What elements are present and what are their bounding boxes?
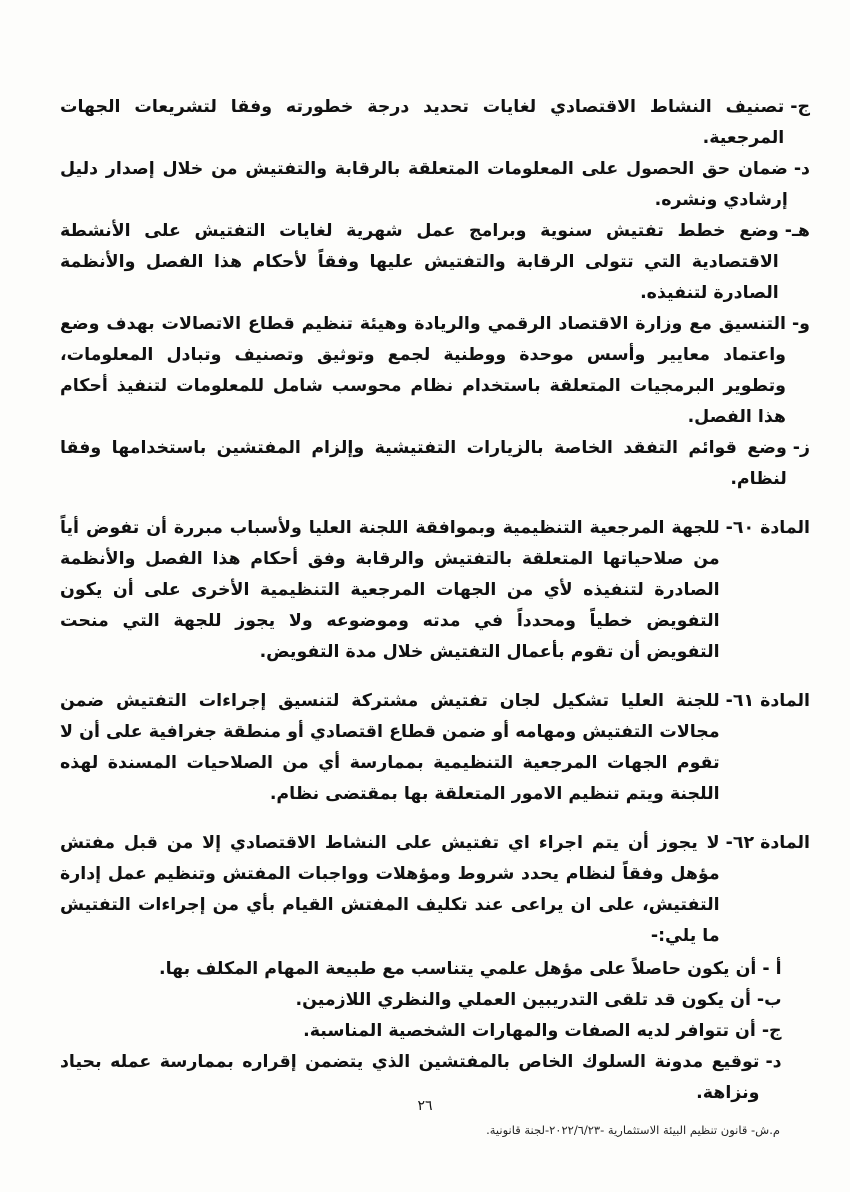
item-label: ج- xyxy=(790,97,810,117)
article-label: المادة ٦٢- xyxy=(725,833,810,853)
list-item xyxy=(60,433,810,495)
items-list-top xyxy=(60,92,810,495)
article-text: للجنة العليا تشكيل لجان تفتيش مشتركة لتنسيق إجراءات التفتيش ضمن مجالات التفتيش ومهامه أو ضمن قطاع اقتصادي أو منطقة جغرافية على أن لا تقوم الجهات المرجعية التنظيمية بممارسة أي من الصلاحيات المسندة لهذه اللجنة ويتم تنظيم الامور المتعلقة بها بمقتضى نظام. xyxy=(60,691,720,804)
list-item xyxy=(60,154,810,216)
page-footer: م.ش- قانون تنظيم البيئة الاستثمارية -٢٠٢٢/٦/٢٣-لجنة قانونية. xyxy=(486,1123,780,1137)
list-item xyxy=(60,985,782,1016)
item-label: أ - xyxy=(762,959,782,979)
item-label: ج- xyxy=(761,1021,782,1041)
item-text: أن يكون حاصلاً على مؤهل علمي يتناسب مع طبيعة المهام المكلف بها. xyxy=(158,959,757,979)
list-item xyxy=(60,309,810,433)
document-body xyxy=(60,92,810,1109)
item-text: توقيع مدونة السلوك الخاص بالمفتشين الذي يتضمن إقراره بممارسة عمله بحياد ونزاهة. xyxy=(60,1052,760,1103)
article-label: المادة ٦١- xyxy=(725,691,810,711)
article-text: للجهة المرجعية التنظيمية وبموافقة اللجنة العليا ولأسباب مبررة أن تفوض أياً من صلاحياتها المتعلقة بالتفتيش والرقابة وفق أحكام هذا الفصل والأنظمة الصادرة لتنفيذه لأي من الجهات المرجعية التنظيمية الأخرى على أن يكون التفويض خطياً ومحدداً في مدته وموضوعه ولا يجوز للجهة التي منحت التفويض أن تقوم بأعمال التفتيش خلال مدة التفويض. xyxy=(60,518,720,662)
page-number: ٢٦ xyxy=(417,1098,433,1114)
item-label: د- xyxy=(765,1052,782,1072)
list-item xyxy=(60,1016,782,1047)
item-text: وضع قوائم التفقد الخاصة بالزيارات التفتيشية وإلزام المفتشين باستخدامها وفقا لنظام. xyxy=(60,438,787,489)
item-label: د- xyxy=(793,159,810,179)
item-label: و- xyxy=(791,314,810,334)
article-label: المادة ٦٠- xyxy=(725,518,810,538)
article-61 xyxy=(60,686,810,810)
item-text: تصنيف النشاط الاقتصادي لغايات تحديد درجة خطورته وفقا لتشريعات الجهات المرجعية. xyxy=(60,97,785,148)
list-item xyxy=(60,216,810,309)
items-list-bottom xyxy=(60,954,782,1109)
item-text: وضع خطط تفتيش سنوية وبرامج عمل شهرية لغايات التفتيش على الأنشطة الاقتصادية التي تتولى الرقابة والتفتيش عليها وفقاً لأحكام هذا الفصل والأنظمة الصادرة لتنفيذه. xyxy=(60,221,779,303)
item-text: التنسيق مع وزارة الاقتصاد الرقمي والريادة وهيئة تنظيم قطاع الاتصالات بهدف وضع واعتماد معايير وأسس موحدة ووطنية لجمع وتوثيق وتصنيف وتبادل المعلومات، وتطوير البرمجيات المتعلقة باستخدام نظام محوسب شامل للمعلومات لتنفيذ أحكام هذا الفصل. xyxy=(60,314,786,427)
list-item xyxy=(60,92,810,154)
article-text: لا يجوز أن يتم اجراء اي تفتيش على النشاط الاقتصادي إلا من قبل مفتش مؤهل وفقاً لنظام يحدد شروط ومؤهلات وواجبات المفتش وتنظيم عمل إدارة التفتيش، على ان يراعى عند تكليف المفتش القيام بأي من إجراءات التفتيش ما يلي:- xyxy=(60,833,720,946)
item-label: هـ- xyxy=(784,221,810,241)
list-item xyxy=(60,954,782,985)
item-text: أن يكون قد تلقى التدريبين العملي والنظري اللازمين. xyxy=(295,990,751,1010)
item-label: ب- xyxy=(756,990,782,1010)
article-62 xyxy=(60,828,810,1109)
item-text: ضمان حق الحصول على المعلومات المتعلقة بالرقابة والتفتيش من خلال إصدار دليل إرشادي ونشره. xyxy=(60,159,788,210)
article-60 xyxy=(60,513,810,668)
item-text: أن تتوافر لديه الصفات والمهارات الشخصية المناسبة. xyxy=(303,1021,756,1041)
item-label: ز- xyxy=(792,438,810,458)
